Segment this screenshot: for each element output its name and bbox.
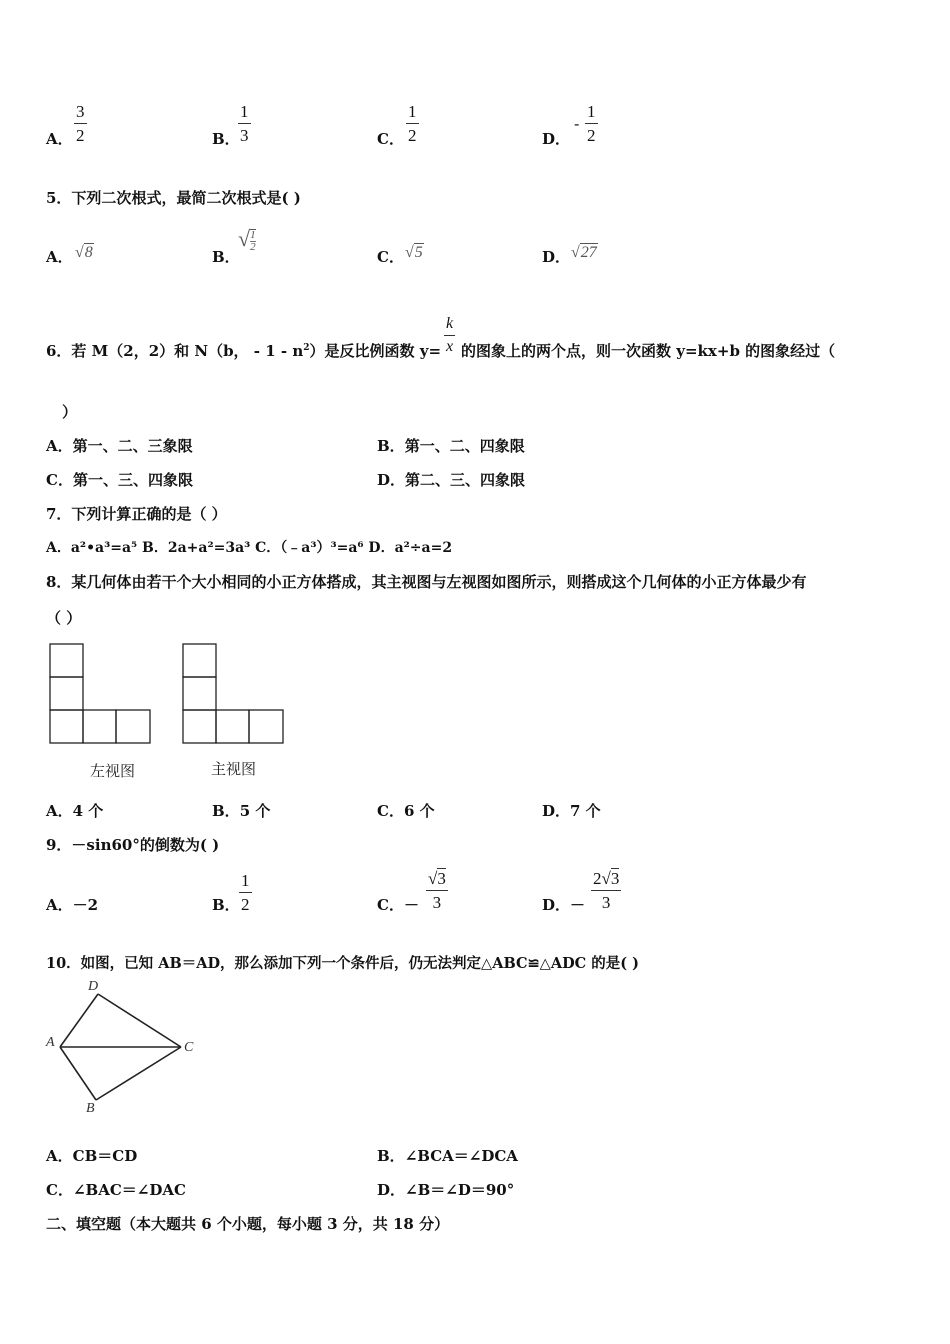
q5-option-b-letter: B． [212, 248, 240, 266]
q10-option-c: C．∠BAC＝∠DAC [46, 1181, 186, 1199]
q6-option-c: C．第一、三、四象限 [46, 471, 193, 489]
q10-stem: 10．如图，已知 AB＝AD，那么添加下列一个条件后，仍无法判定△ABC≌△ADC 的是( ) [46, 955, 640, 972]
q6-option-a: A．第一、二、三象限 [46, 437, 193, 455]
left-view-caption: 左视图 [90, 762, 136, 780]
q5-stem: 5．下列二次根式，最简二次根式是( ) [46, 189, 301, 207]
q4-option-b-letter: B． [212, 130, 240, 148]
q5-option-d-letter: D． [542, 248, 571, 266]
q10-label-a: A [46, 1035, 55, 1050]
q4-option-d-fraction: $\frac{1}{2}$ [587, 102, 596, 145]
left-view-grid [50, 644, 150, 743]
q8-option-b: B．5 个 [212, 802, 271, 820]
q9-option-d-fraction: $\frac{2√3}{3}$ [593, 869, 620, 912]
q8-stem: 8．某几何体由若干个大小相同的小正方体搭成，其主视图与左视图如图所示，则搭成这个几何体的小正方体最少有 [46, 573, 807, 591]
q10-option-d: D．∠B＝∠D＝90° [377, 1181, 515, 1199]
q5-option-b-radical: √ $\frac{1}{2}$ [238, 226, 256, 253]
q5-option-c-letter: C． [377, 248, 404, 266]
q10-triangle-figure [44, 980, 204, 1120]
q7-options: A．a²•a³=a⁵ B．2a+a²=3a³ C．（﹣a³）³=a⁶ D．a²÷a=2 [46, 540, 453, 556]
q7-stem: 7．下列计算正确的是（ ） [46, 505, 227, 523]
q6-option-b: B．第一、二、四象限 [377, 437, 525, 455]
front-view-caption: 主视图 [211, 760, 257, 778]
q10-label-c: C [184, 1040, 194, 1055]
q4-option-b-fraction: $\frac{1}{3}$ [240, 102, 249, 145]
q4-option-d-letter: D． [542, 130, 571, 148]
q5-option-a-letter: A． [46, 248, 73, 266]
quadrilateral-abcd [60, 994, 181, 1100]
q9-option-c-fraction: $\frac{√3}{3}$ [428, 869, 446, 912]
q9-option-a: A．－2 [46, 896, 99, 914]
q8-option-c: C．6 个 [377, 802, 435, 820]
section-2-title: 二、填空题（本大题共 6 个小题，每小题 3 分，共 18 分） [46, 1215, 450, 1233]
front-view-grid [183, 644, 283, 743]
q4-option-a-letter: A． [46, 130, 73, 148]
q9-option-b-fraction: $\frac{1}{2}$ [241, 871, 250, 914]
q4-option-c-letter: C． [377, 130, 404, 148]
q10-label-d: D [88, 979, 99, 994]
q9-option-d-letter: D．－ [542, 896, 586, 914]
q6-fraction-k-over-x: $\frac{k}{x}$ [446, 315, 454, 355]
q4-option-c-fraction: $\frac{1}{2}$ [408, 102, 417, 145]
q8-views-figure [46, 640, 291, 748]
q9-stem: 9．－sin60°的倒数为( ) [46, 836, 220, 854]
q8-stem-close: （ ） [46, 609, 82, 627]
q10-label-b: B [86, 1101, 95, 1116]
q4-option-d-sign: - [574, 114, 580, 133]
q5-option-a-radical: √8 [75, 244, 93, 261]
q5-option-c-radical: √5 [405, 244, 423, 261]
q6-stem: 6．若 M（2，2）和 N（b， - $1 - n^2$）是反比例函数 y= 的图象上的两个点，则一次函数 y=kx+b 的图象经过（ [46, 342, 836, 360]
q10-option-b: B．∠BCA＝∠DCA [377, 1147, 518, 1165]
q6-stem-close: ） [62, 403, 78, 421]
q9-option-c-letter: C．－ [377, 896, 419, 914]
q8-option-d: D．7 个 [542, 802, 601, 820]
q8-option-a: A．4 个 [46, 802, 104, 820]
q4-option-a-fraction: $\frac{3}{2}$ [76, 102, 85, 145]
q6-option-d: D．第二、三、四象限 [377, 471, 526, 489]
q10-option-a: A．CB＝CD [46, 1147, 138, 1165]
q9-option-b-letter: B． [212, 896, 240, 914]
q5-option-d-radical: √27 [571, 244, 597, 261]
